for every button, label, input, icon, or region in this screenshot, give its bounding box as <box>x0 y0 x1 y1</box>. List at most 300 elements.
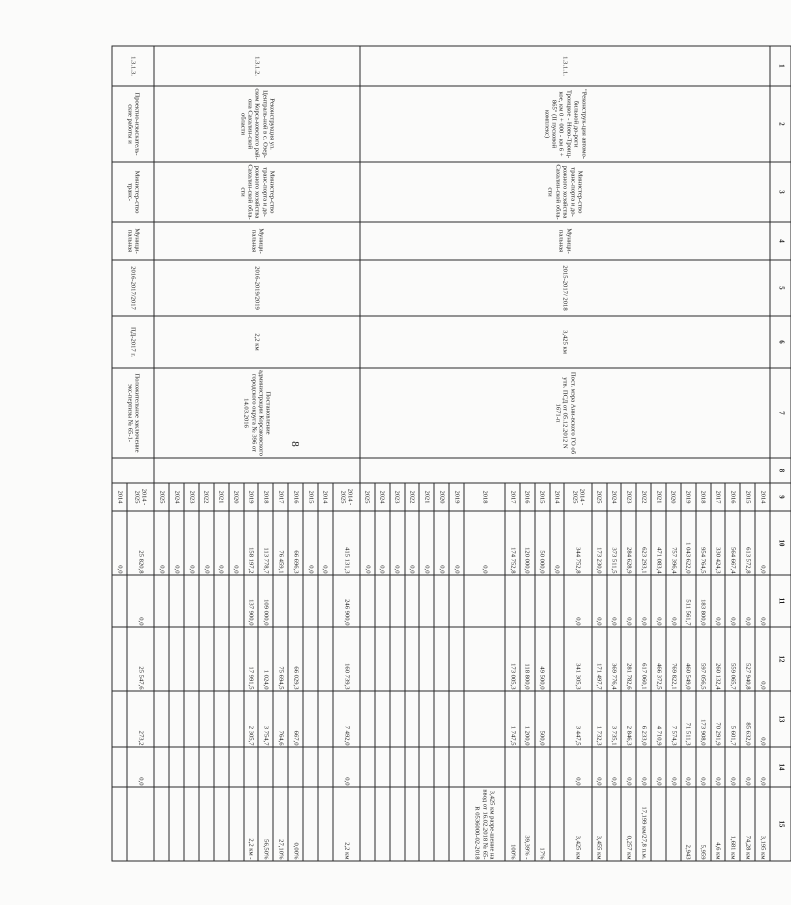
year-cell: 2014 <box>112 483 127 511</box>
federal-budget: 0,0 <box>621 575 636 627</box>
year-cell: 2025 <box>591 483 606 511</box>
result-indicator: 5,959 <box>695 787 710 861</box>
column-header-14: 14 <box>770 747 791 787</box>
total-amount: 0,0 <box>404 511 419 575</box>
regional-budget <box>184 627 199 691</box>
column-header-11: 11 <box>770 575 791 627</box>
local-budget: 1 747,5 <box>505 691 520 747</box>
column-header-5: 5 <box>770 260 791 316</box>
result-indicator: 17,199 км/27,8 п.м. <box>636 787 651 861</box>
local-budget <box>213 691 228 747</box>
total-amount: 0,0 <box>549 511 564 575</box>
column-8-cell <box>359 458 769 483</box>
regional-budget: 49 500,0 <box>534 627 549 691</box>
column-header-9: 9 <box>770 483 791 511</box>
regional-budget: 466 372,5 <box>651 627 666 691</box>
other-sources: 0,0 <box>755 747 770 787</box>
regional-budget: 171 497,7 <box>591 627 606 691</box>
total-amount: 0,0 <box>374 511 389 575</box>
table-body <box>112 46 770 861</box>
other-sources <box>359 747 374 787</box>
federal-budget: 0,0 <box>651 575 666 627</box>
regional-budget: 17 991,5 <box>243 627 258 691</box>
column-header-2: 2 <box>770 86 791 162</box>
regional-budget: 173 005,3 <box>505 627 520 691</box>
result-indicator: 3,425 км <box>564 787 591 861</box>
total-amount: 0,0 <box>389 511 404 575</box>
regional-budget <box>374 627 389 691</box>
result-indicator <box>303 787 318 861</box>
total-amount: 0,0 <box>449 511 464 575</box>
result-indicator <box>112 787 127 861</box>
year-cell: 2025 <box>154 483 169 511</box>
year-cell: 2021 <box>419 483 434 511</box>
federal-budget <box>198 575 213 627</box>
regional-budget: 66 029,3 <box>288 627 303 691</box>
total-amount: 415 131,3 <box>332 511 359 575</box>
regional-budget <box>169 627 184 691</box>
year-cell: 2017 <box>273 483 288 511</box>
result-indicator: 100% <box>505 787 520 861</box>
regional-budget: 1 024,0 <box>258 627 273 691</box>
result-indicator <box>154 787 169 861</box>
other-sources <box>505 747 520 787</box>
local-budget: 173 908,0 <box>695 691 710 747</box>
federal-budget <box>288 575 303 627</box>
regional-budget <box>228 627 243 691</box>
table-row <box>755 46 770 861</box>
federal-budget <box>519 575 534 627</box>
year-cell: 2018 <box>695 483 710 511</box>
total-amount: 173 230,0 <box>591 511 606 575</box>
result-indicator: 56,50% <box>258 787 273 861</box>
year-cell: 2017 <box>505 483 520 511</box>
local-budget <box>169 691 184 747</box>
column-header-3: 3 <box>770 162 791 222</box>
federal-budget: 0,0 <box>665 575 680 627</box>
result-indicator: 17% <box>534 787 549 861</box>
year-cell: 2022 <box>404 483 419 511</box>
result-indicator: 74,28 км <box>740 787 755 861</box>
federal-budget: 0,0 <box>564 575 591 627</box>
result-indicator: 2,2 км <box>332 787 359 861</box>
result-indicator <box>359 787 374 861</box>
total-amount: 373 511,5 <box>606 511 621 575</box>
regional-budget: 25 547,6 <box>127 627 154 691</box>
total-amount: 284 628,9 <box>621 511 636 575</box>
result-indicator: 3,425 км разре-шение на ввод от 16.02.2018 № 65-R 0536000-02-2018 <box>463 787 504 861</box>
regional-budget: 369 776,4 <box>606 627 621 691</box>
other-sources: 0,0 <box>636 747 651 787</box>
local-budget: 3 447,5 <box>564 691 591 747</box>
total-amount: 158 197,2 <box>243 511 258 575</box>
year-cell: 2023 <box>389 483 404 511</box>
other-sources <box>243 747 258 787</box>
total-amount: 0,0 <box>154 511 169 575</box>
year-cell: 2014 <box>317 483 332 511</box>
regional-budget: 769 822,1 <box>665 627 680 691</box>
other-sources: 0,0 <box>680 747 695 787</box>
total-amount: 113 778,7 <box>258 511 273 575</box>
year-cell: 2020 <box>665 483 680 511</box>
total-amount: 613 572,8 <box>740 511 755 575</box>
local-budget <box>228 691 243 747</box>
other-sources <box>404 747 419 787</box>
federal-budget <box>374 575 389 627</box>
table-row <box>127 46 154 861</box>
object-name: Реконструкция ул. Централь-ной в с. Озер-ском Корса-ковского рай-она Сахалин-ской области <box>154 86 360 162</box>
local-budget <box>184 691 199 747</box>
other-sources: 0,0 <box>695 747 710 787</box>
regional-budget <box>303 627 318 691</box>
total-amount: 0,0 <box>228 511 243 575</box>
year-cell: 2024 <box>606 483 621 511</box>
local-budget <box>434 691 449 747</box>
local-budget: 7 492,0 <box>332 691 359 747</box>
total-amount: 0,0 <box>463 511 504 575</box>
year-cell: 2015 <box>740 483 755 511</box>
other-sources: 0,0 <box>127 747 154 787</box>
total-amount: 344 752,8 <box>564 511 591 575</box>
federal-budget: 511 561,7 <box>680 575 695 627</box>
federal-budget: 0,0 <box>725 575 740 627</box>
column-header-row <box>770 46 791 861</box>
regional-budget <box>112 627 127 691</box>
year-cell: 2015 <box>303 483 318 511</box>
year-cell: 2014 - 2025 <box>127 483 154 511</box>
regional-budget: 118 800,0 <box>519 627 534 691</box>
other-sources <box>198 747 213 787</box>
year-cell: 2019 <box>243 483 258 511</box>
year-cell: 2016 <box>725 483 740 511</box>
federal-budget <box>213 575 228 627</box>
approval-document: Пост. мэра Ани-вского ГО об утв. ПСД от 05.12.2012 N 1671-п <box>359 368 769 458</box>
total-amount: 0,0 <box>755 511 770 575</box>
other-sources: 0,0 <box>564 747 591 787</box>
result-indicator <box>389 787 404 861</box>
result-indicator <box>127 787 154 861</box>
page-number: 8 <box>288 441 301 447</box>
federal-budget <box>303 575 318 627</box>
year-cell: 2014 <box>755 483 770 511</box>
total-amount: 757 396,4 <box>665 511 680 575</box>
regional-budget: 527 940,8 <box>740 627 755 691</box>
regional-budget <box>419 627 434 691</box>
column-header-6: 6 <box>770 316 791 368</box>
regional-budget: 281 782,6 <box>621 627 636 691</box>
total-amount: 471 083,4 <box>651 511 666 575</box>
local-budget: 0,0 <box>755 691 770 747</box>
federal-budget: 246 900,0 <box>332 575 359 627</box>
year-cell: 2020 <box>434 483 449 511</box>
year-cell: 2025 <box>359 483 374 511</box>
construction-period: 2016-2019/2019 <box>154 260 360 316</box>
regional-budget: 260 132,4 <box>710 627 725 691</box>
result-indicator <box>169 787 184 861</box>
total-amount: 0,0 <box>359 511 374 575</box>
federal-budget: 137 900,0 <box>243 575 258 627</box>
regional-budget <box>154 627 169 691</box>
regional-budget <box>213 627 228 691</box>
year-cell: 2016 <box>288 483 303 511</box>
local-budget <box>404 691 419 747</box>
local-budget: 6 233,0 <box>636 691 651 747</box>
other-sources: 0,0 <box>606 747 621 787</box>
other-sources <box>434 747 449 787</box>
year-cell: 2019 <box>449 483 464 511</box>
other-sources <box>169 747 184 787</box>
year-cell: 2021 <box>213 483 228 511</box>
other-sources: 0,0 <box>665 747 680 787</box>
other-sources <box>184 747 199 787</box>
column-header-15: 15 <box>770 787 791 861</box>
regional-budget <box>549 627 564 691</box>
federal-budget: 0,0 <box>710 575 725 627</box>
other-sources: 0,0 <box>710 747 725 787</box>
total-amount: 0,0 <box>317 511 332 575</box>
ownership: Муници-пальная <box>112 222 154 260</box>
result-indicator <box>549 787 564 861</box>
column-8-cell <box>112 458 154 483</box>
federal-budget: 109 000,0 <box>258 575 273 627</box>
result-indicator: 0,00% <box>288 787 303 861</box>
year-cell: 2014 <box>549 483 564 511</box>
year-cell: 2024 <box>374 483 389 511</box>
total-amount: 623 293,1 <box>636 511 651 575</box>
result-indicator: 3,455 км <box>591 787 606 861</box>
executor: Министер-ство транс-порта и до-рожного хозяйства Сахалин-ской обла-сти <box>359 162 769 222</box>
other-sources: 0,0 <box>651 747 666 787</box>
local-budget: 71 511,3 <box>680 691 695 747</box>
result-indicator: 39,39% - <box>519 787 534 861</box>
object-name: Проектно-изыскатель-ские работы и <box>112 86 154 162</box>
year-cell: 2014 - 2025 <box>332 483 359 511</box>
local-budget <box>449 691 464 747</box>
other-sources: 0,0 <box>332 747 359 787</box>
other-sources <box>389 747 404 787</box>
year-cell: 2024 <box>169 483 184 511</box>
local-budget: 273,2 <box>127 691 154 747</box>
year-cell: 2023 <box>621 483 636 511</box>
result-indicator <box>665 787 680 861</box>
local-budget <box>198 691 213 747</box>
total-amount: 76 459,1 <box>273 511 288 575</box>
local-budget: 3 735,1 <box>606 691 621 747</box>
regional-budget: 597 056,5 <box>695 627 710 691</box>
regional-budget <box>434 627 449 691</box>
total-amount: 0,0 <box>184 511 199 575</box>
year-cell: 2021 <box>651 483 666 511</box>
result-indicator: 2,2 км - <box>243 787 258 861</box>
local-budget: 70 291,9 <box>710 691 725 747</box>
other-sources <box>317 747 332 787</box>
result-indicator <box>404 787 419 861</box>
regional-budget: 617 060,1 <box>636 627 651 691</box>
result-indicator: 27,10% <box>273 787 288 861</box>
regional-budget <box>317 627 332 691</box>
federal-budget <box>273 575 288 627</box>
result-indicator <box>184 787 199 861</box>
local-budget: 4 710,9 <box>651 691 666 747</box>
federal-budget <box>534 575 549 627</box>
other-sources <box>549 747 564 787</box>
result-indicator <box>317 787 332 861</box>
local-budget <box>112 691 127 747</box>
local-budget: 3 754,7 <box>258 691 273 747</box>
result-indicator <box>213 787 228 861</box>
other-sources <box>419 747 434 787</box>
federal-budget: 0,0 <box>591 575 606 627</box>
other-sources <box>213 747 228 787</box>
federal-budget <box>154 575 169 627</box>
year-cell: 2015 <box>534 483 549 511</box>
other-sources <box>288 747 303 787</box>
federal-budget <box>317 575 332 627</box>
other-sources <box>303 747 318 787</box>
other-sources <box>112 747 127 787</box>
total-amount: 0,0 <box>112 511 127 575</box>
other-sources <box>273 747 288 787</box>
result-indicator <box>198 787 213 861</box>
other-sources: 0,0 <box>725 747 740 787</box>
other-sources <box>534 747 549 787</box>
item-number: 1.3.1.3. <box>112 46 154 86</box>
federal-budget <box>463 575 504 627</box>
approval-document: Положительное заключение экс-пертизы № 65-1- <box>112 368 154 458</box>
federal-budget <box>169 575 184 627</box>
regional-budget: 75 694,5 <box>273 627 288 691</box>
total-amount: 330 424,3 <box>710 511 725 575</box>
approval-document: Постановление администрации Корсаковского городского округа № 396 от 14.03.2016 <box>154 368 360 458</box>
ownership: Муници-пальная <box>154 222 360 260</box>
column-header-4: 4 <box>770 222 791 260</box>
regional-budget: 160 739,3 <box>332 627 359 691</box>
year-cell: 2020 <box>228 483 243 511</box>
regional-budget <box>198 627 213 691</box>
local-budget: 667,0 <box>288 691 303 747</box>
capacity: 3,425 км <box>359 316 769 368</box>
item-number: 1.3.1.1. <box>359 46 769 86</box>
local-budget <box>359 691 374 747</box>
column-header-1: 1 <box>770 46 791 86</box>
executor: Министер-ство транс-порта и до-рожного хозяйства Сахалин-ской обла-сти <box>154 162 360 222</box>
year-cell: 2023 <box>184 483 199 511</box>
year-cell: 2022 <box>198 483 213 511</box>
total-amount: 0,0 <box>169 511 184 575</box>
result-indicator: 3,195 км <box>755 787 770 861</box>
regional-budget <box>389 627 404 691</box>
result-indicator: 0,257 км <box>621 787 636 861</box>
local-budget <box>374 691 389 747</box>
local-budget <box>419 691 434 747</box>
local-budget: 2 846,3 <box>621 691 636 747</box>
other-sources <box>519 747 534 787</box>
other-sources: 0,0 <box>621 747 636 787</box>
federal-budget <box>389 575 404 627</box>
program-table <box>111 46 791 862</box>
federal-budget: 0,0 <box>606 575 621 627</box>
year-cell: 2019 <box>680 483 695 511</box>
total-amount: 0,0 <box>198 511 213 575</box>
result-indicator <box>374 787 389 861</box>
federal-budget: 0,0 <box>755 575 770 627</box>
local-budget: 764,6 <box>273 691 288 747</box>
regional-budget: 341 305,3 <box>564 627 591 691</box>
local-budget <box>463 691 504 747</box>
result-indicator <box>449 787 464 861</box>
regional-budget: 559 065,7 <box>725 627 740 691</box>
construction-period: 2015-2017/ 2018 <box>359 260 769 316</box>
federal-budget <box>359 575 374 627</box>
regional-budget <box>359 627 374 691</box>
federal-budget <box>228 575 243 627</box>
federal-budget <box>404 575 419 627</box>
total-amount: 66 696,3 <box>288 511 303 575</box>
other-sources <box>374 747 389 787</box>
total-amount: 0,0 <box>303 511 318 575</box>
document-page <box>111 46 791 861</box>
column-header-10: 10 <box>770 511 791 575</box>
regional-budget <box>404 627 419 691</box>
total-amount: 0,0 <box>213 511 228 575</box>
other-sources <box>154 747 169 787</box>
result-indicator <box>228 787 243 861</box>
regional-budget: 460 549,0 <box>680 627 695 691</box>
result-indicator: 4,6 км <box>710 787 725 861</box>
item-number: 1.3.1.2. <box>154 46 360 86</box>
federal-budget <box>434 575 449 627</box>
result-indicator <box>651 787 666 861</box>
column-header-13: 13 <box>770 691 791 747</box>
capacity: ПД-2017 г. <box>112 316 154 368</box>
local-budget: 7 574,3 <box>665 691 680 747</box>
object-name: "Реконструк-ция автомо-бильной до-роги Троицкое - Ново-Троиц-кое, км 0 + 000 - км 6 + 865" (II пусковой комплекс) <box>359 86 769 162</box>
total-amount: 954 764,5 <box>695 511 710 575</box>
other-sources: 0,0 <box>591 747 606 787</box>
capacity: 2,2 км <box>154 316 360 368</box>
federal-budget: 0,0 <box>740 575 755 627</box>
total-amount: 1 043 622,0 <box>680 511 695 575</box>
year-cell: 2016 <box>519 483 534 511</box>
federal-budget <box>505 575 520 627</box>
local-budget: 5 601,7 <box>725 691 740 747</box>
executor: Министер-ство транс- <box>112 162 154 222</box>
result-indicator <box>606 787 621 861</box>
regional-budget: 0,0 <box>755 627 770 691</box>
result-indicator <box>434 787 449 861</box>
other-sources: 0,0 <box>740 747 755 787</box>
regional-budget <box>463 627 504 691</box>
local-budget: 1 200,0 <box>519 691 534 747</box>
total-amount: 25 820,8 <box>127 511 154 575</box>
federal-budget: 183 800,0 <box>695 575 710 627</box>
local-budget <box>549 691 564 747</box>
federal-budget: 0,0 <box>127 575 154 627</box>
other-sources <box>228 747 243 787</box>
local-budget <box>303 691 318 747</box>
total-amount: 120 000,0 <box>519 511 534 575</box>
federal-budget <box>419 575 434 627</box>
total-amount: 564 667,4 <box>725 511 740 575</box>
construction-period: 2016-2017/2017 <box>112 260 154 316</box>
ownership: Муници-пальная <box>359 222 769 260</box>
local-budget: 500,0 <box>534 691 549 747</box>
local-budget <box>317 691 332 747</box>
local-budget: 1 732,3 <box>591 691 606 747</box>
other-sources <box>449 747 464 787</box>
other-sources <box>463 747 504 787</box>
year-cell: 2018 <box>258 483 273 511</box>
